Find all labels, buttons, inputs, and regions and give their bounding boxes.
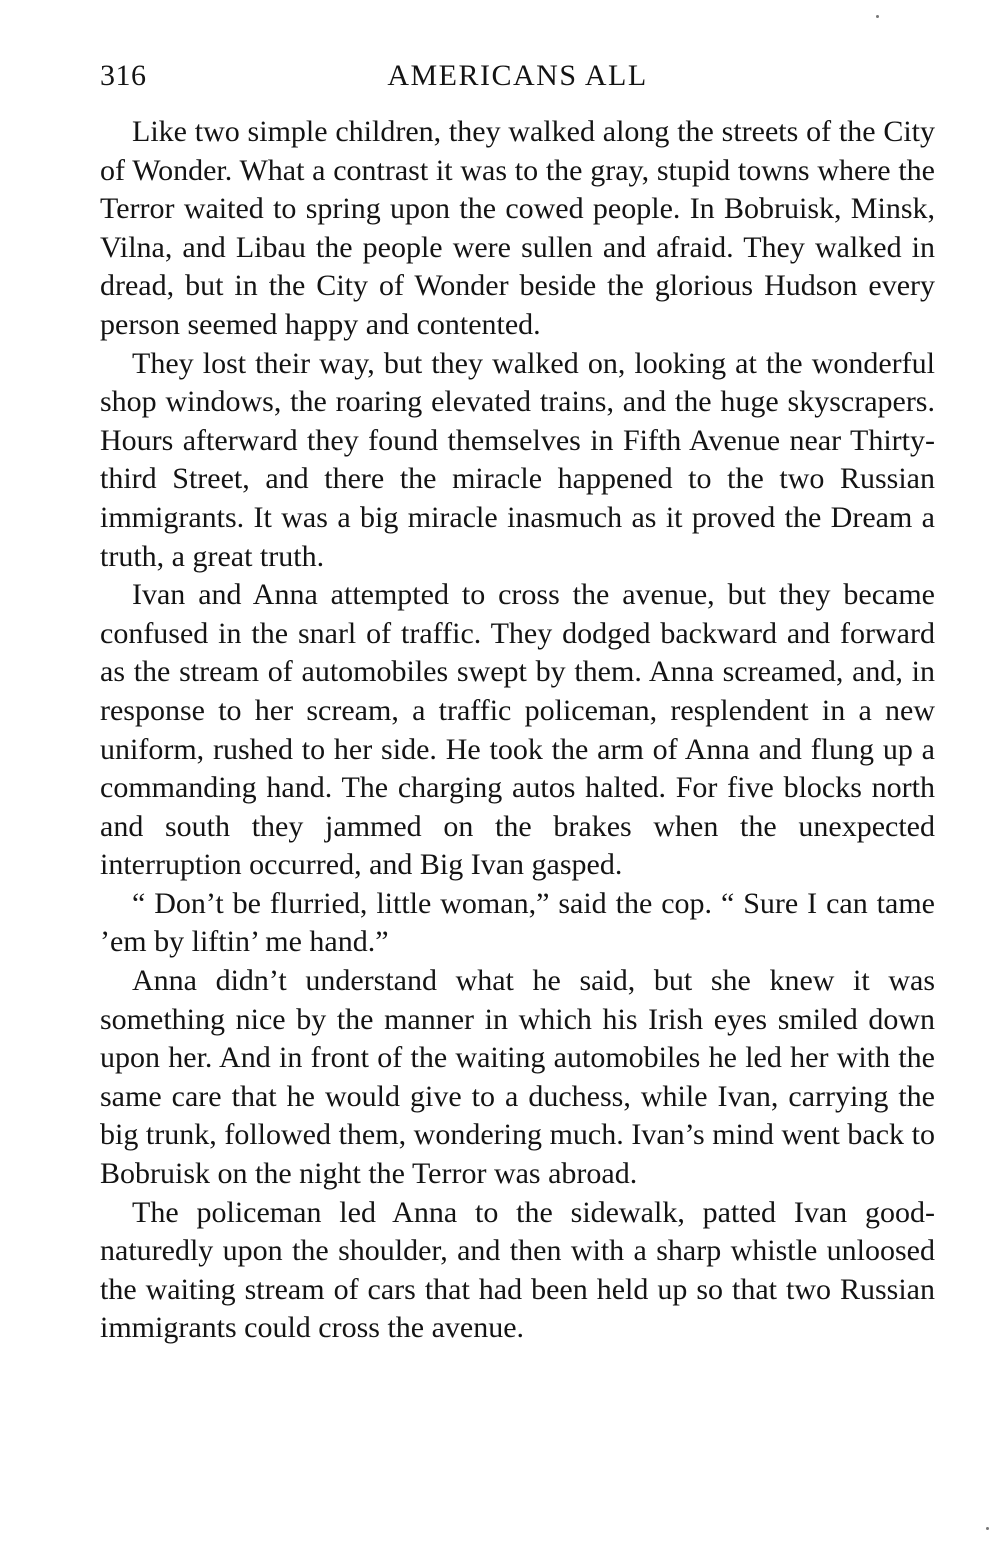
page-number: 316 <box>100 59 147 92</box>
ink-speck <box>876 15 879 18</box>
paragraph-6: The policeman led Anna to the sidewalk, patted Ivan goodnaturedly upon the shoulder, and then with a sharp whistle unloosed the waiting stream of cars that had been held up so that two Russian immigrants could cross the avenue. <box>100 1195 935 1345</box>
ink-speck <box>986 1527 989 1530</box>
paragraph-2: They lost their way, but they walked on, looking at the wonderful shop windows, the roaring elevated trains, and the huge skyscrapers. Hours afterward they found themselves in Fifth Avenue near Thirty-third Street, and there the miracle happened to the two Russian immigrants. It was a big miracle inasmuch as it proved the Dream a truth, a great truth. <box>100 346 935 573</box>
running-head <box>100 52 935 100</box>
book-title: AMERICANS ALL <box>387 59 648 92</box>
paragraph-5: Anna didn’t understand what he said, but she knew it was something nice by the manner in which his Irish eyes smiled down upon her. And in front of the waiting automobiles he led her with the same care that he would give to a duchess, while Ivan, carrying the big trunk, followed them, wondering much. Ivan’s mind went back to Bobruisk on the night the Terror was abroad. <box>100 964 935 1191</box>
body-text <box>100 113 935 1348</box>
paragraph-1: Like two simple children, they walked along the streets of the City of Wonder. What a contrast it was to the gray, stupid towns where the Terror waited to spring upon the cowed people. In Bobruisk, Minsk, Vilna, and Libau the people were sullen and afraid. They walked in dread, but in the City of Wonder beside the glorious Hudson every person seemed happy and contented. <box>100 115 935 341</box>
paragraph-4: “ Don’t be flurried, little woman,” said the cop. “ Sure I can tame ’em by liftin’ me hand.” <box>100 886 935 959</box>
paragraph-3: Ivan and Anna attempted to cross the avenue, but they became confused in the snarl of traffic. They dodged backward and forward as the stream of automobiles swept by them. Anna screamed, and, in response to her scream, a traffic policeman, resplendent in a new uniform, rushed to her side. He took the arm of Anna and flung up a commanding hand. The charging autos halted. For five blocks north and south they jammed on the brakes when the unexpected interruption occurred, and Big Ivan gasped. <box>100 578 935 882</box>
